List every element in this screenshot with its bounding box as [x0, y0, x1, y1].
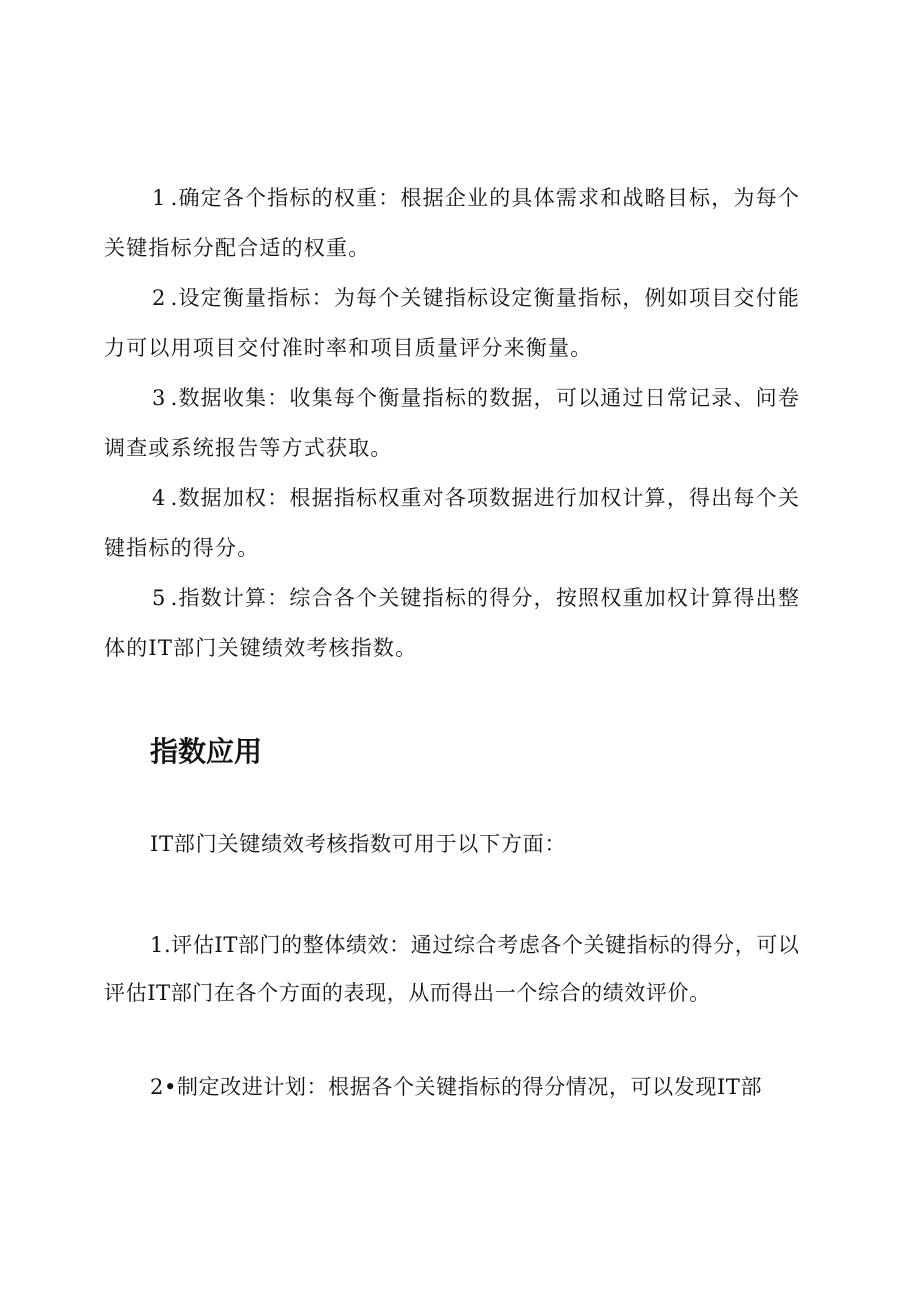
- application-item-2: 2•制定改进计划：根据各个关键指标的得分情况，可以发现IT部: [150, 1075, 763, 1099]
- step-number: 3: [152, 386, 167, 410]
- step-number: 4: [152, 486, 167, 510]
- step-text: .确定各个指标的权重：根据企业的具体需求和战略目标，为每个关键指标分配合适的权重。: [104, 186, 801, 260]
- step-text: .设定衡量指标：为每个关键指标设定衡量指标，例如项目交付能力可以用项目交付准时率和项目质量评分来衡量。: [104, 286, 801, 360]
- step-text: .数据收集：收集每个衡量指标的数据，可以通过日常记录、问卷调查或系统报告等方式获取。: [104, 386, 801, 460]
- application-item-1: 1.评估IT部门的整体绩效：通过综合考虑各个关键指标的得分，可以评估IT部门在各个方面的表现，从而得出一个综合的绩效评价。: [104, 933, 800, 1005]
- step-item-2: [104, 273, 820, 373]
- step-text: .指数计算：综合各个关键指标的得分，按照权重加权计算得出整体的IT部门关键绩效考核指数。: [104, 586, 801, 660]
- step-item-1: [104, 173, 820, 273]
- step-item-3: [104, 373, 820, 473]
- step-item-4: [104, 473, 820, 573]
- step-text: .数据加权：根据指标权重对各项数据进行加权计算，得出每个关键指标的得分。: [104, 486, 801, 560]
- section-heading: 指数应用: [150, 735, 263, 768]
- step-item-5: [104, 573, 820, 673]
- section-intro: IT部门关键绩效考核指数可用于以下方面：: [150, 832, 567, 856]
- step-number: 2: [152, 286, 167, 310]
- step-number: 1: [152, 186, 167, 210]
- step-number: 5: [152, 586, 167, 610]
